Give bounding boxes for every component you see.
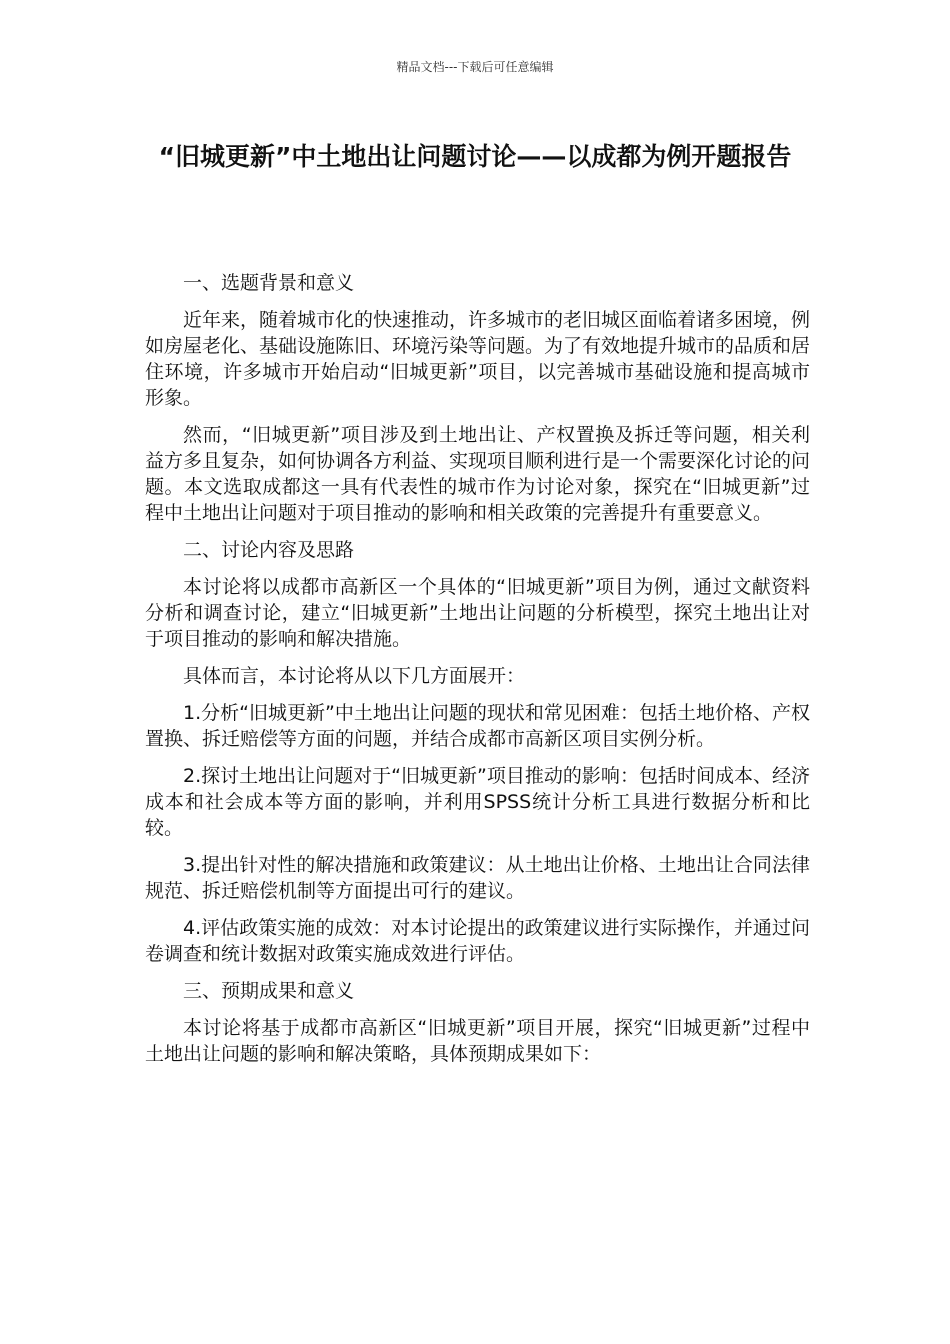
paragraph: 近年来，随着城市化的快速推动，许多城市的老旧城区面临着诸多困境，例如房屋老化、基础设施陈旧、环境污染等问题。为了有效地提升城市的品质和居住环境，许多城市开始启动“旧城更新”项目，以完善城市基础设施和提高城市形象。 xyxy=(145,309,811,409)
section-heading: 一、选题背景和意义 xyxy=(183,272,355,294)
paragraph: 本讨论将以成都市高新区一个具体的“旧城更新”项目为例，通过文献资料分析和调查讨论，建立“旧城更新”土地出让问题的分析模型，探究土地出让对于项目推动的影响和解决措施。 xyxy=(145,576,810,650)
list-item: 2.探讨土地出让问题对于“旧城更新”项目推动的影响：包括时间成本、经济成本和社会成本等方面的影响，并利用SPSS统计分析工具进行数据分析和比较。 xyxy=(145,765,810,839)
list-item: 1.分析“旧城更新”中土地出让问题的现状和常见困难：包括土地价格、产权置换、拆迁赔偿等方面的问题，并结合成都市高新区项目实例分析。 xyxy=(145,702,810,750)
document-title: “旧城更新”中土地出让问题讨论——以成都为例开题报告 xyxy=(158,142,792,171)
section-heading: 二、讨论内容及思路 xyxy=(183,539,355,561)
paragraph: 本讨论将基于成都市高新区“旧城更新”项目开展，探究“旧城更新”过程中土地出让问题的影响和解决策略，具体预期成果如下： xyxy=(145,1017,810,1065)
list-item: 3.提出针对性的解决措施和政策建议：从土地出让价格、土地出让合同法律规范、拆迁赔偿机制等方面提出可行的建议。 xyxy=(145,854,810,902)
section-heading: 三、预期成果和意义 xyxy=(183,980,355,1002)
paragraph: 然而，“旧城更新”项目涉及到土地出让、产权置换及拆迁等问题，相关利益方多且复杂，如何协调各方利益、实现项目顺利进行是一个需要深化讨论的问题。本文选取成都这一具有代表性的城市作为讨论对象，探究在“旧城更新”过程中土地出让问题对于项目推动的影响和相关政策的完善提升有重要意义。 xyxy=(145,424,811,524)
header-note: 精品文档---下载后可任意编辑 xyxy=(396,60,554,74)
list-item: 4.评估政策实施的成效：对本讨论提出的政策建议进行实际操作，并通过问卷调查和统计数据对政策实施成效进行评估。 xyxy=(145,917,810,965)
document-body xyxy=(145,270,810,1078)
paragraph: 具体而言，本讨论将从以下几方面展开： xyxy=(183,665,526,687)
